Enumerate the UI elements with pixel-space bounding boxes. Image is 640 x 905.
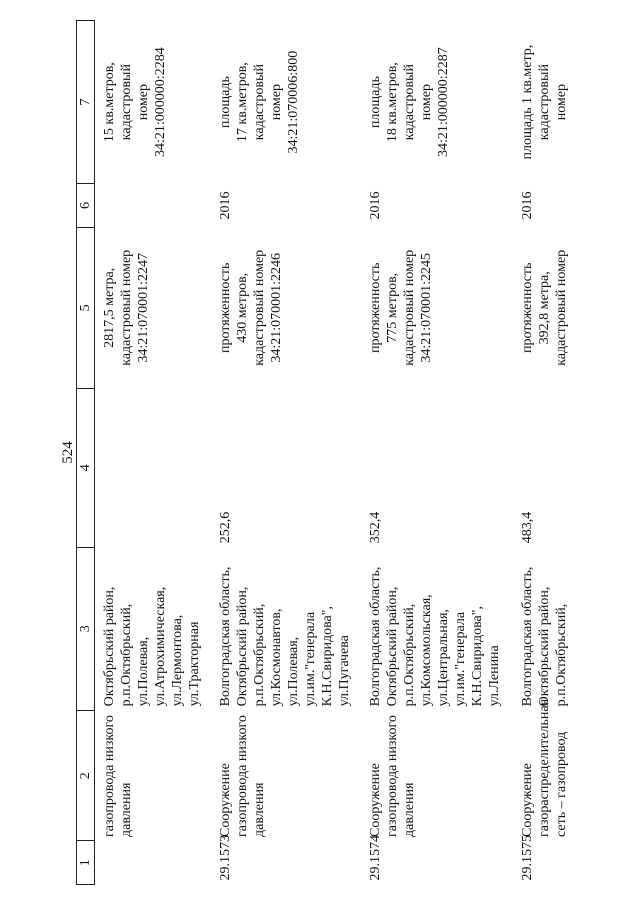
cell-text-line: 2817,5 метра, xyxy=(102,267,117,348)
cell-text-line: р.п.Октябрьский, xyxy=(554,603,569,707)
cell-text-line: Сооружение xyxy=(218,763,233,837)
cell-text-line: Сооружение xyxy=(368,763,383,837)
cell-text-line: 34:21:000000:2284 xyxy=(153,47,168,157)
cell-name xyxy=(363,710,515,841)
page-number: 524 xyxy=(60,441,76,464)
column-header: 5 xyxy=(77,227,95,388)
cell-text-line: кадастровый xyxy=(252,64,267,141)
cell-text-line: кадастровый номер xyxy=(402,249,417,366)
cell-text-line: номер xyxy=(136,83,151,121)
cell-number: 29.1575 xyxy=(520,835,535,881)
cell-cost xyxy=(95,388,214,547)
column-header: 6 xyxy=(77,184,95,228)
column-header: 1 xyxy=(77,841,95,885)
cell-text-line: Волгоградская область, xyxy=(368,566,383,707)
cell-text-line: 18 кв.метров, xyxy=(385,62,400,143)
column-header: 2 xyxy=(77,710,95,841)
cell-address xyxy=(363,547,515,710)
cell-text-line: ул.Центральная, xyxy=(436,609,451,707)
cell-cost: 252,6 xyxy=(218,511,233,544)
cell-number xyxy=(95,841,214,885)
cell-text-line: кадастровый xyxy=(402,64,417,141)
cell-length xyxy=(95,227,214,388)
cell-text-line: 430 метров, xyxy=(235,272,250,343)
cell-text-line: ул.Комсомольская, xyxy=(419,594,434,707)
cell-text-line: р.п.Октябрьский, xyxy=(252,603,267,707)
cell-length xyxy=(213,227,363,388)
cell-address xyxy=(213,547,363,710)
cell-text-line: Октябрьский район, xyxy=(385,586,400,707)
cell-text-line: Октябрьский район, xyxy=(537,586,552,707)
cell-year: 2016 xyxy=(368,191,383,220)
cell-text-line: газопровода низкого xyxy=(385,715,400,837)
cell-text-line: давления xyxy=(119,782,134,837)
column-header: 3 xyxy=(77,547,95,710)
cell-length xyxy=(363,227,515,388)
cell-text-line: кадастровый номер xyxy=(554,249,569,366)
cell-text-line: р.п.Октябрьский, xyxy=(402,603,417,707)
cell-text-line: 392,8 метра, xyxy=(537,271,552,345)
cell-text-line: номер xyxy=(554,83,569,121)
cell-text-line: кадастровый xyxy=(537,64,552,141)
cell-text-line: Октябрьский район, xyxy=(235,586,250,707)
cell-area xyxy=(213,21,363,184)
cell-text-line: ул.Тракторная xyxy=(187,621,202,707)
cell-text-line: номер xyxy=(419,83,434,121)
cell-text-line: протяженность xyxy=(520,262,535,354)
cell-text-line: газопровода низкого xyxy=(235,715,250,837)
cell-cost: 483,4 xyxy=(520,511,535,544)
cell-text-line: 34:21:070001:2246 xyxy=(269,252,284,363)
cell-area xyxy=(95,21,214,184)
table-body xyxy=(95,21,606,885)
table-row xyxy=(213,21,363,885)
cell-text-line: газораспределительная xyxy=(537,698,552,837)
cell-year: 2016 xyxy=(520,191,535,220)
cell-text-line: ул.им."генерала xyxy=(303,611,318,707)
cell-name xyxy=(95,710,214,841)
table-header-row xyxy=(77,21,95,885)
cell-text-line: ул.Атрохимическая, xyxy=(153,586,168,707)
cell-year: 2016 xyxy=(218,191,233,220)
cell-text-line: кадастровый xyxy=(119,64,134,141)
cell-text-line: Волгоградская область, xyxy=(218,566,233,707)
cell-address xyxy=(95,547,214,710)
table-row xyxy=(95,21,214,885)
cell-text-line: сеть – газопровод xyxy=(554,731,569,837)
cell-text-line: кадастровый номер xyxy=(252,249,267,366)
cell-text-line: ул.Пугачева xyxy=(337,635,352,707)
cell-text-line: давления xyxy=(402,782,417,837)
cell-text-line: протяженность xyxy=(368,262,383,354)
cell-text-line: Сооружение xyxy=(520,763,535,837)
cell-text-line: Волгоградская область, xyxy=(520,566,535,707)
cell-text-line: площадь 1 кв.метр, xyxy=(520,44,535,160)
cell-text-line: р.п.Октябрьский, xyxy=(119,603,134,707)
cell-text-line: 775 метров, xyxy=(385,272,400,343)
table-row xyxy=(515,21,605,885)
cell-length xyxy=(515,227,605,388)
cell-text-line: 34:21:070001:2245 xyxy=(419,252,434,363)
cell-area xyxy=(363,21,515,184)
cell-area xyxy=(515,21,605,184)
column-header: 7 xyxy=(77,21,95,184)
cell-year xyxy=(95,184,214,228)
cell-text-line: ул.Ленина xyxy=(487,645,502,707)
cell-text-line: 17 кв.метров, xyxy=(235,62,250,143)
cell-text-line: 15 кв.метров, xyxy=(102,62,117,143)
cell-number: 29.1573 xyxy=(218,835,233,881)
rotated-page xyxy=(40,20,569,885)
cell-text-line: ул.Полевая, xyxy=(136,636,151,707)
cell-text-line: давления xyxy=(252,782,267,837)
cell-text-line: газопровода низкого xyxy=(102,715,117,837)
column-header: 4 xyxy=(77,388,95,547)
cell-text-line: протяженность xyxy=(218,262,233,354)
cell-text-line: площадь xyxy=(368,76,383,129)
cell-text-line: 34:21:000000:2287 xyxy=(436,47,451,157)
cell-text-line: площадь xyxy=(218,76,233,129)
cell-text-line: ул.им."генерала xyxy=(453,611,468,707)
cell-text-line: Октябрьский район, xyxy=(102,586,117,707)
property-register-table xyxy=(76,20,605,885)
cell-address xyxy=(515,547,605,710)
cell-cost: 352,4 xyxy=(368,511,383,544)
cell-text-line: ул.Лермонтова, xyxy=(170,614,185,707)
cell-text-line: кадастровый номер xyxy=(119,249,134,366)
cell-name xyxy=(515,698,605,841)
cell-text-line: К.Н.Свиридова", xyxy=(320,606,335,707)
cell-text-line: ул.Космонавтов, xyxy=(269,608,284,707)
table-row xyxy=(363,21,515,885)
cell-name xyxy=(213,710,363,841)
cell-number: 29.1574 xyxy=(368,835,383,881)
cell-text-line: К.Н.Свиридова", xyxy=(470,606,485,707)
cell-text-line: номер xyxy=(269,83,284,121)
cell-text-line: 34:21:070006:800 xyxy=(286,50,301,154)
cell-text-line: 34:21:070001:2247 xyxy=(136,252,151,363)
cell-text-line: ул.Полевая, xyxy=(286,636,301,707)
